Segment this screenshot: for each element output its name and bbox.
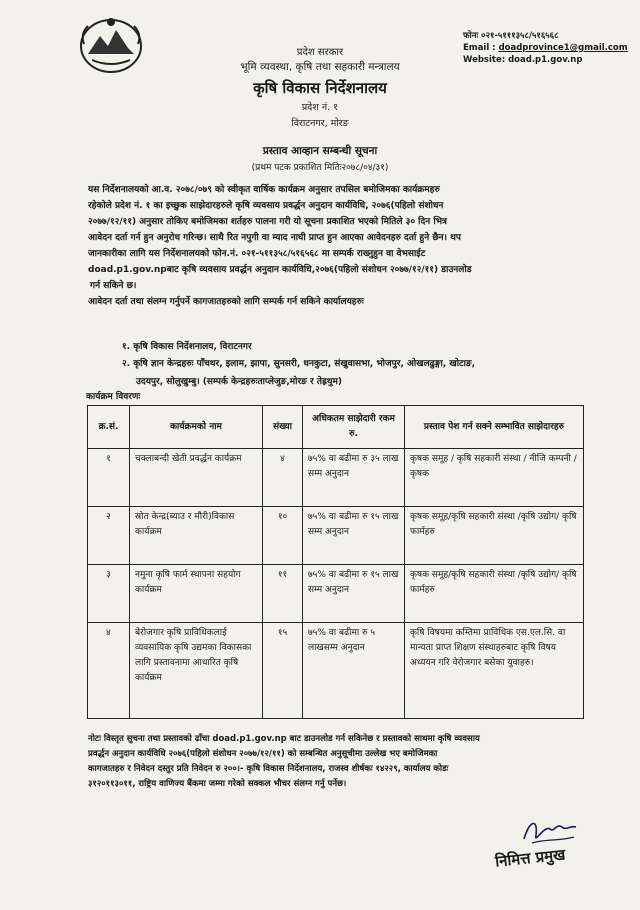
program-count: १० — [263, 507, 303, 565]
email-label: Email : — [463, 43, 496, 53]
published-date: (प्रथम पटक प्रकाशित मितिः२०७८/०४/३१) — [251, 163, 389, 173]
location-line: विराटनगर, मोरङ — [291, 118, 349, 129]
footnote — [88, 732, 588, 792]
website-text[interactable]: Website: doad.p1.gov.np — [463, 55, 583, 65]
table-row — [88, 623, 584, 719]
note-line: कागजातहरु र निवेदन दस्तुर प्रति निवेदन रु २००।- कृषि विकास निर्देशनालय, राजस्व शीर्षकः १४२२९, कार्यालय कोडः — [88, 764, 449, 774]
col-header: क्र.सं. — [88, 406, 130, 449]
body-line: रहेकोले प्रदेश नं. १ का इच्छुक साझेदारहरुले कृषि व्यवसाय प्रवर्द्धन अनुदान कार्यविधि, २०७६(पहिलो संशोधन — [88, 201, 444, 211]
table-row — [88, 565, 584, 623]
phone-text: फोनः ०२१-५१११३५८/५१६५६८ — [463, 31, 559, 41]
header-line-1: प्रदेश सरकार — [296, 47, 344, 58]
office-item: २. कृषि ज्ञान केन्द्रहरुः पाँचथर, इलाम, झापा, सुनसरी, धनकुटा, संखुवासभा, भोजपुर, ओखलढुङ्गा, खोटाङ, — [122, 359, 476, 369]
program-table — [87, 405, 584, 719]
row-number: १ — [88, 449, 130, 507]
col-header: संख्या — [263, 406, 303, 449]
col-header: अधिकतम साझेदारी रकम रु. — [303, 406, 405, 449]
grant-amount: ७५% वा बढीमा रु १५ लाख सम्म अनुदान — [303, 507, 405, 565]
body-line: गर्न सकिने छ। — [90, 281, 137, 291]
col-header: कार्यक्रमको नाम — [130, 406, 263, 449]
body-line: २०७७/१२/११) अनुसार तोकिए बमोजिमका शर्तहरु पालना गरी यो सूचना प्रकाशित भएको मितिले ३० दिन भित्र — [88, 217, 448, 227]
note-line: प्रवर्द्धन अनुदान कार्यविधि २०७६(पहिलो संशोधन २०७७/१२/११) को सम्बन्धित अनुसूचीमा उल्लेख भए बमोजिमका — [88, 749, 438, 759]
office-name: कृषि विकास निर्देशनालय — [253, 79, 387, 97]
program-count: ४ — [263, 449, 303, 507]
program-name: स्रोत केन्द्र(ब्याउ र मौरी)विकास कार्यक्रम — [130, 507, 263, 565]
note-line: ३१२०११३०११, राष्ट्रिय वाणिज्य बैंकमा जम्मा गरेको सक्कल भौचर संलग्न गर्नु पर्नेछ। — [88, 779, 347, 789]
note-line: नोटः विस्तृत सुचना तथा प्रस्तावको ढाँचा doad.p1.gov.np बाट डाउनलोड गर्न सकिनेछ र प्रस्तावको साथमा कृषि व्यवसाय — [88, 734, 480, 744]
row-number: ३ — [88, 565, 130, 623]
grant-amount: ७५% वा बढीमा रु १५ लाख सम्म अनुदान — [303, 565, 405, 623]
table-row — [88, 507, 584, 565]
program-details-title: कार्यक्रम विवरणः — [86, 392, 141, 402]
program-name: बेरोजगार कृषि प्राविधिकलाई व्यवसायिक कृषि उद्यमका विकासका लागि प्रस्तावनामा आधारित कृषि कार्यक्रम — [130, 623, 263, 719]
province-line: प्रदेश नं. १ — [301, 102, 339, 113]
body-line: आवेदन दर्ता तथा संलग्न गर्नुपर्ने कागजातहरुको लागि सम्पर्क गर्न सकिने कार्यालयहरुः — [88, 297, 364, 307]
row-number: ४ — [88, 623, 130, 719]
office-item-cont: उदयपुर, सोलुखुम्बु। (सम्पर्क केन्द्रहरुःताप्लेजुङ,मोरङ र तेह्रथुम) — [136, 377, 342, 387]
government-emblem-icon — [78, 14, 144, 74]
program-count: ११ — [263, 565, 303, 623]
table-header-row — [88, 406, 584, 449]
program-name: चक्लाबन्दी खेती प्रवर्द्धन कार्यक्रम — [130, 449, 263, 507]
program-count: १५ — [263, 623, 303, 719]
eligible-partners: कृषि विषयमा कम्तिमा प्राविधिक एस.एल.सि. वा मान्यता प्राप्त शिक्षण संस्थाहरुबाट कृषि विषय अध्ययन गरि वेरोजगार बसेका युवाहरु। — [405, 623, 584, 719]
eligible-partners: कृषक समूह/कृषि सहकारी संस्था /कृषि उद्योग/ कृषि फार्महरु — [405, 507, 584, 565]
office-item: १. कृषि विकास निर्देशनालय, विराटनगर — [122, 342, 252, 352]
row-number: २ — [88, 507, 130, 565]
body-line: जानकारीका लागि यस निर्देशनालयको फोन.नं. ०२१-५११३५८/५१६५६८ मा सम्पर्क राख्नुहुन वा वेभसाईट — [88, 249, 426, 259]
table-row — [88, 449, 584, 507]
eligible-partners: कृषक समूह / कृषि सहकारी संस्था / नीजि कम्पनी / कृषक — [405, 449, 584, 507]
notice-body — [88, 182, 558, 310]
grant-amount: ७५% वा बढीमा रु ३५ लाख सम्म अनुदान — [303, 449, 405, 507]
program-name: नमुना कृषि फार्म स्थापना सहयोग कार्यक्रम — [130, 565, 263, 623]
notice-title: प्रस्ताव आव्हान सम्बन्धी सूचना — [262, 145, 378, 157]
signature-icon — [520, 815, 580, 849]
signer-title: निमित्त प्रमुख — [494, 845, 567, 871]
eligible-partners: कृषक समूह/कृषि सहकारी संस्था /कृषि उद्योग/ कृषि फार्महरु — [405, 565, 584, 623]
body-line: doad.p1.gov.npबाट कृषि व्यवसाय प्रवर्द्धन अनुदान कार्यविधि,२०७६(पहिलो संशोधन २०७७/१२/११) डाउनलोड — [88, 265, 472, 275]
body-line: यस निर्देशनालयको आ.व. २०७८/०७९ को स्वीकृत वार्षिक कार्यक्रम अनुसार तपसिल बमोजिमका कार्यक्रमहरु — [88, 185, 440, 195]
grant-amount: ७५% वा बढीमा रु ५ लाखसम्म अनुदान — [303, 623, 405, 719]
ministry-name: भूमि व्यवस्था, कृषि तथा सहकारी मन्त्रालय — [240, 61, 400, 73]
email-link[interactable]: doadprovince1@gmail.com — [498, 43, 628, 53]
col-header: प्रस्ताव पेश गर्न सक्ने सम्भावित साझेदारहरु — [405, 406, 584, 449]
body-line: आवेदन दर्ता गर्न हुन अनुरोध गरिन्छ। साथै रित नपुगी वा म्याद नाघी प्राप्त हुन आएका आवेदनहरु दर्ता हुने छैन। थप — [88, 233, 462, 243]
